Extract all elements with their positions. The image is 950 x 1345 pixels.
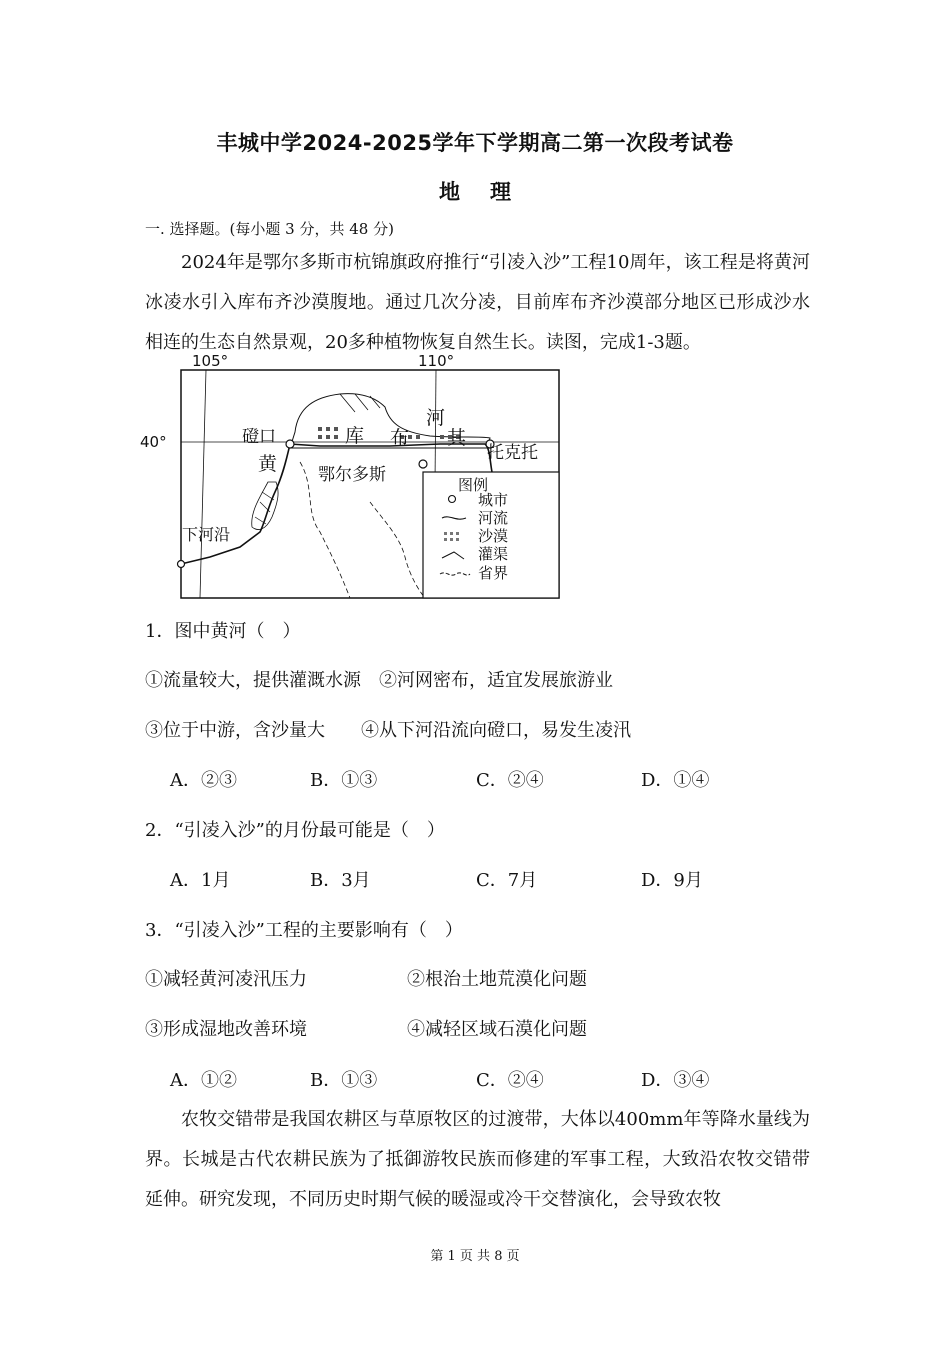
q1-option-d[interactable]: D．①④ <box>641 770 710 791</box>
city-dengkou <box>286 440 294 448</box>
q1-option-a[interactable]: A．②③ <box>170 770 237 791</box>
q3-statement-2: ②根治土地荒漠化问题 <box>407 969 587 990</box>
legend-desert: 沙漠 <box>478 527 509 545</box>
city-xiaheyan <box>178 561 185 568</box>
lon-110-label: 110° <box>418 352 455 370</box>
q1-option-c[interactable]: C．②④ <box>476 770 544 791</box>
exam-title: 丰城中学2024-2025学年下学期高二第一次段考试卷 <box>216 131 734 155</box>
intro-passage-2: 农牧交错带是我国农耕区与草原牧区的过渡带，大体以400mm年等降水量线为界。长城是古代农耕民族为了抵御游牧民族而修建的军事工程，大致沿农牧交错带延伸。研究发现，不同历史时期气候的暖湿或冷干交替演化，会导致农牧 <box>145 1109 810 1210</box>
label-ku: 库 <box>345 425 365 447</box>
q3-statement-4: ④减轻区域石漠化问题 <box>407 1019 587 1040</box>
legend-city: 城市 <box>478 491 509 509</box>
q3-option-a[interactable]: A．①② <box>170 1070 237 1091</box>
q3-statement-3: ③形成湿地改善环境 <box>145 1019 307 1040</box>
q3-option-c[interactable]: C．②④ <box>476 1070 544 1091</box>
q3-statement-1: ①减轻黄河凌汛压力 <box>145 969 307 990</box>
label-dengkou: 磴口 <box>242 427 276 447</box>
label-he: 河 <box>426 407 446 429</box>
legend-border: 省界 <box>478 564 509 582</box>
q3-option-d[interactable]: D．③④ <box>641 1070 710 1091</box>
legend-canal: 灌渠 <box>478 545 509 563</box>
intro-passage-1: 2024年是鄂尔多斯市杭锦旗政府推行“引凌入沙”工程10周年，该工程是将黄河冰凌水引入库布齐沙漠腹地。通过几次分凌，目前库布齐沙漠部分地区已形成沙水相连的生态自然景观，20多种植物恢复自然生长。读图，完成1-3题。 <box>145 252 810 353</box>
q1-statement-2: ③位于中游，含沙量大 ④从下河沿流向磴口，易发生凌汛 <box>145 720 631 741</box>
label-bu: 布 <box>390 427 410 449</box>
label-huang: 黄 <box>258 453 278 475</box>
page-footer: 第 1 页 共 8 页 <box>430 1249 520 1264</box>
label-ordos: 鄂尔多斯 <box>318 465 386 485</box>
city-ordos <box>419 460 427 468</box>
q2-option-b[interactable]: B．3月 <box>310 870 371 891</box>
q3-stem: 3．“引凌入沙”工程的主要影响有（ ） <box>145 920 463 941</box>
subject-title: 地理 <box>439 180 541 204</box>
label-xiaheyan: 下河沿 <box>182 525 231 544</box>
lon-105-label: 105° <box>192 352 229 370</box>
q1-stem: 1．图中黄河（ ） <box>145 621 301 642</box>
legend-title: 图例 <box>458 476 489 494</box>
label-tuoketuo: 托克托 <box>487 443 538 463</box>
q2-option-d[interactable]: D．9月 <box>641 870 703 891</box>
section-heading: 一. 选择题。(每小题 3 分，共 48 分) <box>145 220 394 238</box>
lat-40-label: 40° <box>140 433 167 451</box>
label-qi: 其 <box>447 427 467 449</box>
q1-option-b[interactable]: B．①③ <box>310 770 378 791</box>
q3-option-b[interactable]: B．①③ <box>310 1070 378 1091</box>
map-figure <box>140 352 570 604</box>
q2-option-c[interactable]: C．7月 <box>476 870 538 891</box>
q2-option-a[interactable]: A．1月 <box>170 870 231 891</box>
legend-city-symbol <box>449 496 456 503</box>
q1-statement-1: ①流量较大，提供灌溉水源 ②河网密布，适宜发展旅游业 <box>145 670 613 691</box>
legend-river: 河流 <box>478 509 509 527</box>
q2-stem: 2．“引凌入沙”的月份最可能是（ ） <box>145 820 445 841</box>
